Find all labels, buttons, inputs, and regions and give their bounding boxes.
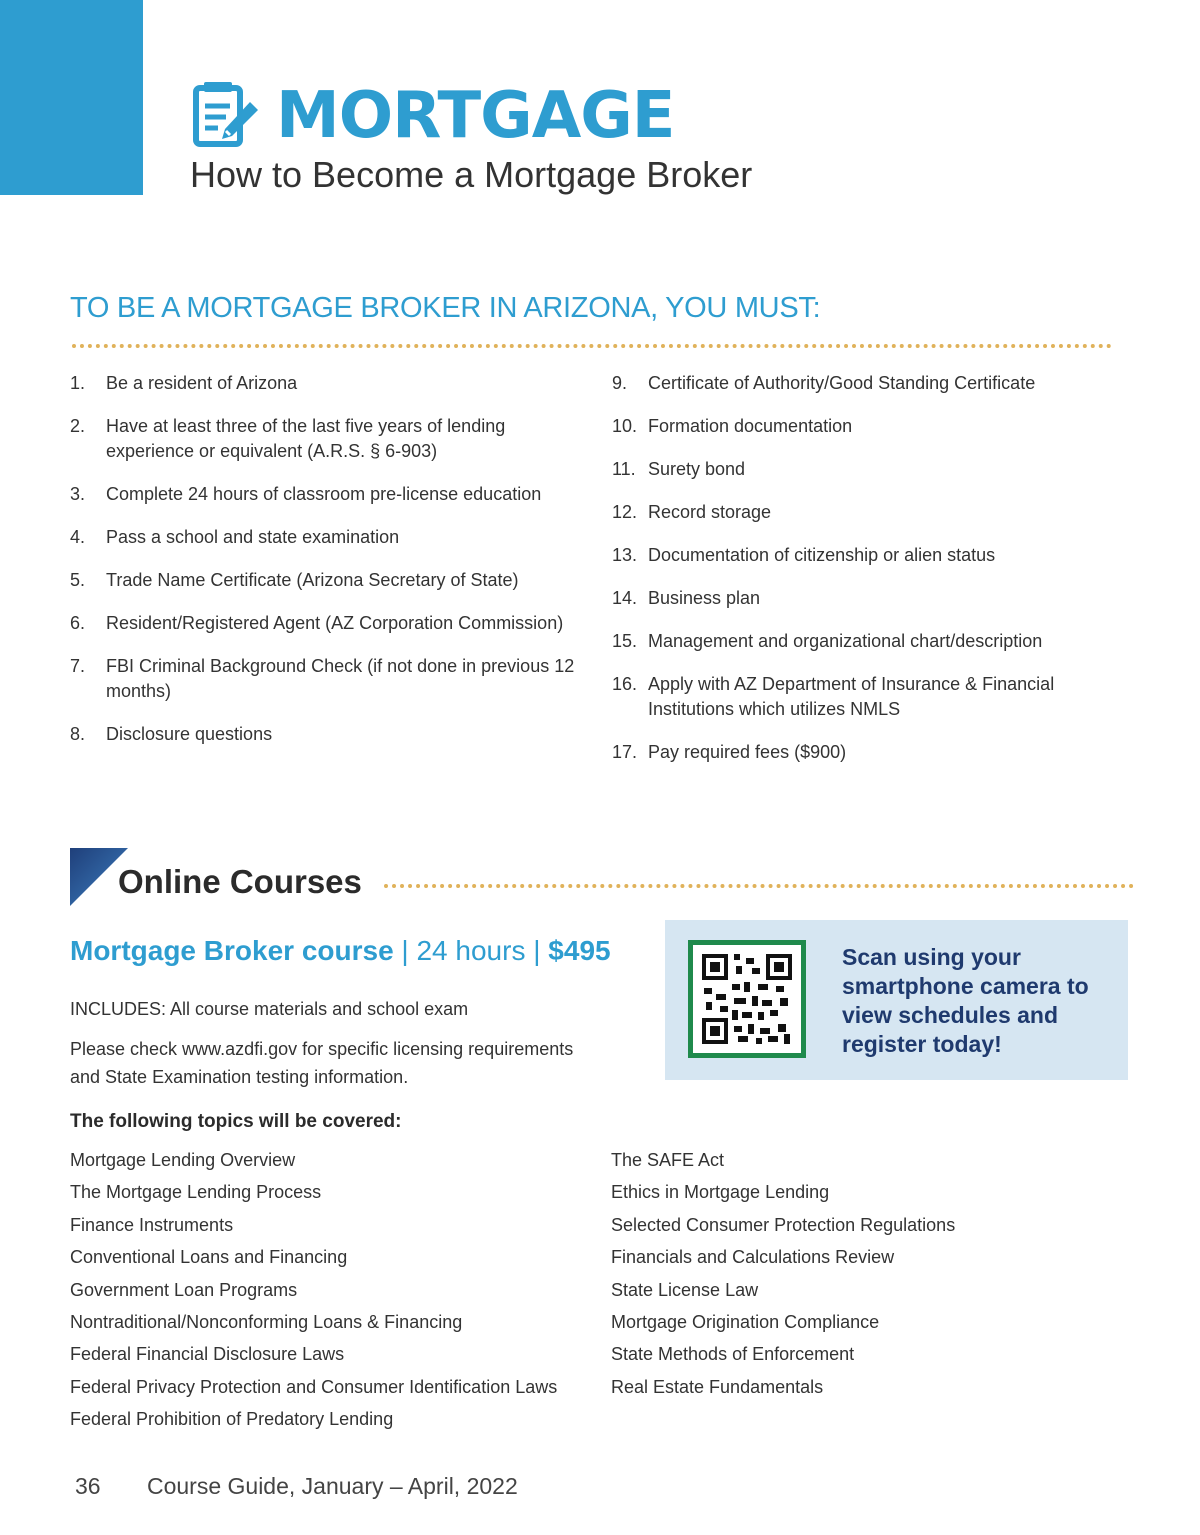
licensing-note: Please check www.azdfi.gov for specific licensing requirements and State Examination testing information. xyxy=(70,1039,574,1087)
course-title-line xyxy=(70,935,611,967)
requirement-number: 2. xyxy=(70,416,86,436)
footer xyxy=(75,1473,518,1500)
requirement-item xyxy=(612,500,1112,525)
topic-item: State Methods of Enforcement xyxy=(611,1344,855,1365)
requirement-number: 13. xyxy=(612,545,638,565)
requirement-item xyxy=(70,722,585,747)
topic-item: Conventional Loans and Financing xyxy=(70,1247,348,1268)
topic-item: Real Estate Fundamentals xyxy=(611,1376,824,1397)
requirement-text: Resident/Registered Agent (AZ Corporation Commission) xyxy=(106,613,564,633)
requirement-item xyxy=(70,371,585,396)
course-price: $495 xyxy=(548,935,611,966)
topics-list-left xyxy=(70,1148,600,1440)
requirement-number: 15. xyxy=(612,631,638,651)
requirements-heading: TO BE A MORTGAGE BROKER IN ARIZONA, YOU MUST: xyxy=(70,292,821,324)
corner-accent-block xyxy=(0,0,143,195)
requirement-text: Be a resident of Arizona xyxy=(106,373,298,393)
requirement-number: 16. xyxy=(612,674,638,694)
requirement-text: Documentation of citizenship or alien status xyxy=(648,545,996,565)
requirement-item xyxy=(612,371,1112,396)
requirement-text: Pay required fees ($900) xyxy=(648,742,847,762)
requirement-item xyxy=(70,525,585,550)
requirements-list-left xyxy=(70,371,585,747)
requirement-number: 3. xyxy=(70,484,86,504)
header xyxy=(190,80,674,152)
requirement-item xyxy=(612,543,1112,568)
requirement-number: 11. xyxy=(612,459,636,479)
page-number: 36 xyxy=(75,1473,101,1499)
requirement-text: Management and organizational chart/description xyxy=(648,631,1043,651)
requirement-number: 17. xyxy=(612,742,638,762)
requirement-number: 10. xyxy=(612,416,638,436)
topic-item: The Mortgage Lending Process xyxy=(70,1182,322,1203)
page-subtitle: How to Become a Mortgage Broker xyxy=(190,154,753,195)
requirement-text: Disclosure questions xyxy=(106,724,273,744)
requirement-text: Trade Name Certificate (Arizona Secretary of State) xyxy=(106,570,519,590)
requirement-item xyxy=(612,740,1112,765)
requirement-text: FBI Criminal Background Check (if not done in previous 12 months) xyxy=(106,656,575,701)
separator: | xyxy=(533,935,541,966)
topic-item: Nontraditional/Nonconforming Loans & Financing xyxy=(70,1311,463,1332)
requirement-item xyxy=(612,414,1112,439)
requirement-item xyxy=(70,568,585,593)
requirement-item xyxy=(612,586,1112,611)
requirement-text: Pass a school and state examination xyxy=(106,527,400,547)
requirement-number: 8. xyxy=(70,724,86,744)
requirement-item xyxy=(70,611,585,636)
requirement-text: Business plan xyxy=(648,588,761,608)
requirement-number: 1. xyxy=(70,373,86,393)
requirement-number: 12. xyxy=(612,502,638,522)
topic-item: Financials and Calculations Review xyxy=(611,1247,895,1268)
requirement-text: Surety bond xyxy=(648,459,746,479)
requirement-text: Record storage xyxy=(648,502,772,522)
divider xyxy=(384,884,1134,888)
topic-item: Mortgage Origination Compliance xyxy=(611,1311,880,1332)
requirement-text: Complete 24 hours of classroom pre-license education xyxy=(106,484,542,504)
qr-code-icon xyxy=(702,954,792,1044)
document-pen-icon xyxy=(190,80,262,152)
topics-list-right xyxy=(611,1148,1111,1407)
requirement-item xyxy=(612,629,1112,654)
topic-item: Mortgage Lending Overview xyxy=(70,1150,296,1170)
requirement-item xyxy=(70,482,585,507)
topic-item: State License Law xyxy=(611,1279,759,1300)
requirement-number: 9. xyxy=(612,373,628,393)
requirement-number: 4. xyxy=(70,527,86,547)
topic-item: Ethics in Mortgage Lending xyxy=(611,1182,830,1203)
requirement-text: Certificate of Authority/Good Standing Certificate xyxy=(648,373,1036,393)
requirements-list-right xyxy=(612,371,1112,765)
topics-heading: The following topics will be covered: xyxy=(70,1111,402,1132)
requirement-number: 6. xyxy=(70,613,86,633)
topic-item: Selected Consumer Protection Regulations xyxy=(611,1214,956,1235)
course-name: Mortgage Broker course xyxy=(70,935,394,966)
requirement-text: Apply with AZ Department of Insurance & Financial Institutions which utilizes NMLS xyxy=(648,674,1055,719)
online-courses-title: Online Courses xyxy=(118,863,362,900)
page-title: MORTGAGE xyxy=(276,79,675,153)
topic-item: Federal Privacy Protection and Consumer Identification Laws xyxy=(70,1376,558,1397)
divider xyxy=(72,344,1112,348)
requirement-text: Have at least three of the last five years of lending experience or equivalent (A.R.S. § 6-903) xyxy=(106,416,506,461)
qr-panel xyxy=(665,920,1128,1080)
requirement-item xyxy=(70,414,585,464)
requirement-item xyxy=(612,457,1112,482)
requirement-number: 5. xyxy=(70,570,86,590)
topic-item: Federal Prohibition of Predatory Lending xyxy=(70,1409,394,1430)
separator: | xyxy=(401,935,409,966)
requirement-number: 7. xyxy=(70,656,86,676)
topic-item: The SAFE Act xyxy=(611,1150,725,1170)
qr-frame[interactable] xyxy=(688,940,806,1058)
requirement-text: Formation documentation xyxy=(648,416,853,436)
requirement-item xyxy=(612,672,1112,722)
topic-item: Finance Instruments xyxy=(70,1214,234,1235)
guide-title: Course Guide, January – April, 2022 xyxy=(146,1473,518,1499)
topic-item: Government Loan Programs xyxy=(70,1279,298,1300)
includes-text: INCLUDES: All course materials and school exam xyxy=(70,999,469,1019)
requirement-number: 14. xyxy=(612,588,638,608)
topic-item: Federal Financial Disclosure Laws xyxy=(70,1344,345,1365)
course-hours: 24 hours xyxy=(416,935,526,966)
qr-instructions: Scan using your smartphone camera to view schedules and register today! xyxy=(842,944,1089,1057)
requirement-item xyxy=(70,654,585,704)
